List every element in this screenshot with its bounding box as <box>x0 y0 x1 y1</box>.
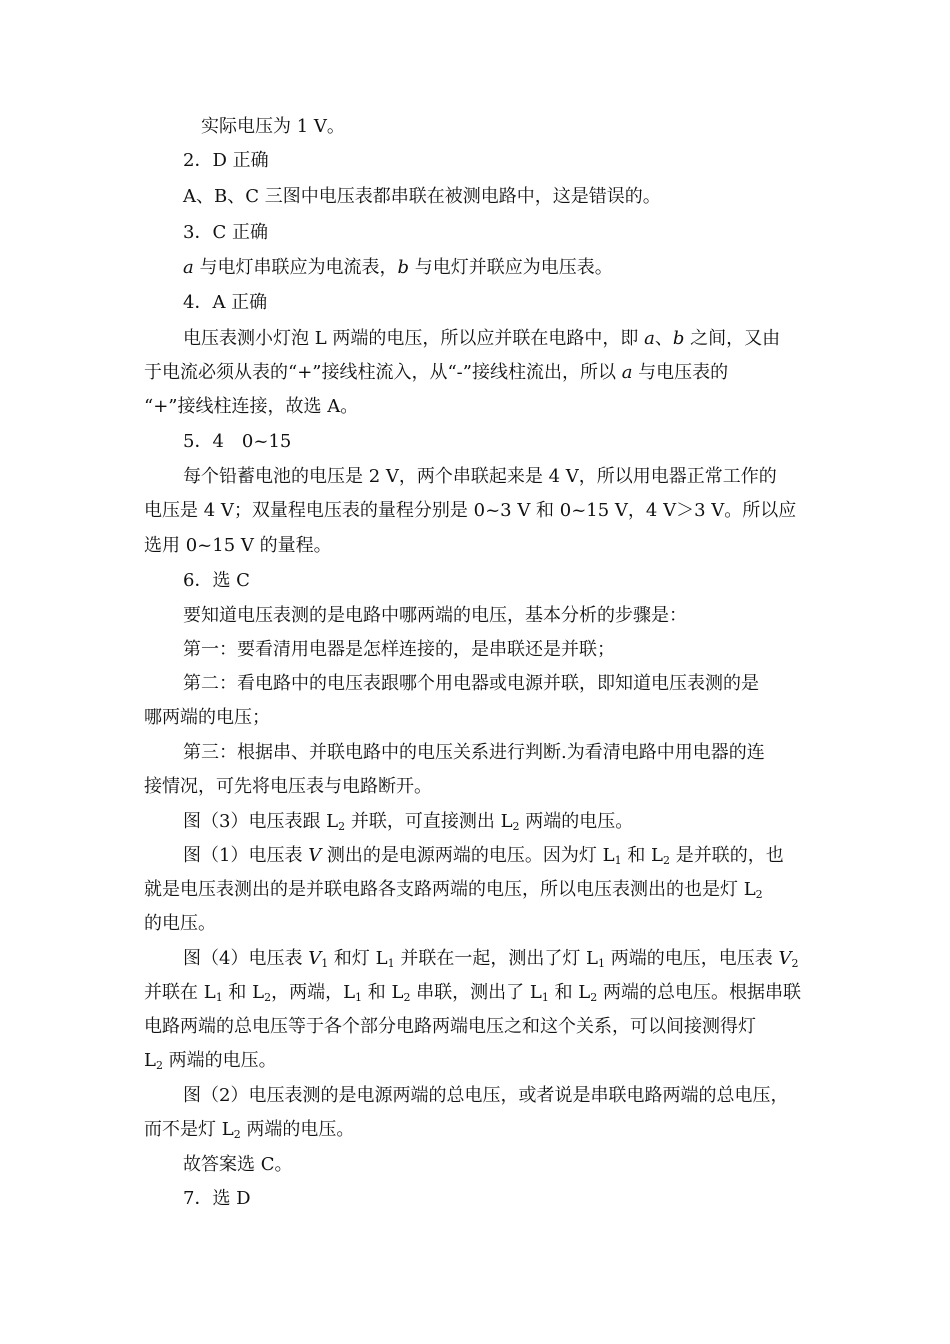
text-line: 电路两端的总电压等于各个部分电路两端电压之和这个关系，可以间接测得灯 <box>144 1016 756 1037</box>
text-line: 要知道电压表测的是电路中哪两端的电压，基本分析的步骤是： <box>183 605 687 626</box>
text-line: 就是电压表测出的是并联电路各支路两端的电压，所以电压表测出的也是灯 $L_2$ <box>144 879 763 901</box>
text-line: “+”接线柱连接，故选 A。 <box>144 396 359 417</box>
answer-heading: 4．A 正确 <box>183 292 268 313</box>
text-line: 实际电压为 1 V。 <box>201 116 345 137</box>
answer-heading: 5．4 0~15 <box>183 431 292 452</box>
text-line: 而不是灯 $L_2$ 两端的电压。 <box>144 1119 355 1141</box>
answer-heading: 3．C 正确 <box>183 222 268 243</box>
text-line: 选用 0~15 V 的量程。 <box>144 535 332 556</box>
text-line: A、B、C 三图中电压表都串联在被测电路中，这是错误的。 <box>183 186 661 207</box>
text-line: 图（2）电压表测的是电源两端的总电压，或者说是串联电路两端的总电压， <box>183 1085 789 1106</box>
text-line: 每个铅蓄电池的电压是 2 V，两个串联起来是 4 V，所以用电器正常工作的 <box>183 466 777 487</box>
text-line: 电压是 4 V；双量程电压表的量程分别是 0~3 V 和 0~15 V，4 V＞3 V。所以应 <box>144 500 797 521</box>
text-line: 故答案选 C。 <box>183 1154 293 1175</box>
answer-heading: 7．选 D <box>183 1188 251 1209</box>
text-line: 电压表测小灯泡 L 两端的电压，所以应并联在电路中，即 a、b 之间，又由 <box>183 328 781 349</box>
text-line: a 与电灯串联应为电流表，b 与电灯并联应为电压表。 <box>183 257 613 278</box>
text-line: 图（4）电压表 $V_1$ 和灯 $L_1$ 并联在一起，测出了灯 $L_1$ 两端的电压，电压表 $V_2$ <box>183 948 799 970</box>
text-line: 第一：要看清用电器是怎样连接的，是串联还是并联； <box>183 639 615 660</box>
text-line: 第三：根据串、并联电路中的电压关系进行判断.为看清电路中用电器的连 <box>183 742 765 763</box>
text-line: 接情况，可先将电压表与电路断开。 <box>144 776 432 797</box>
text-line: 并联在 $L_1$ 和 $L_2$，两端，$L_1$ 和 $L_2$ 串联，测出了 $L_1$ 和 $L_2$ 两端的总电压。根据串联 <box>144 982 801 1004</box>
answer-heading: 6．选 C <box>183 570 250 591</box>
text-line: 图（3）电压表跟 $L_2$ 并联，可直接测出 $L_2$ 两端的电压。 <box>183 811 634 833</box>
text-line: 的电压。 <box>144 913 216 934</box>
text-line: 图（1）电压表 V 测出的是电源两端的电压。因为灯 $L_1$ 和 $L_2$ 是并联的，也 <box>183 845 784 867</box>
answer-heading: 2．D 正确 <box>183 150 269 171</box>
text-line: $L_2$ 两端的电压。 <box>144 1050 277 1072</box>
text-line: 于电流必须从表的“+”接线柱流入，从“-”接线柱流出，所以 a 与电压表的 <box>144 362 729 383</box>
text-line: 第二：看电路中的电压表跟哪个用电器或电源并联，即知道电压表测的是 <box>183 673 759 694</box>
text-line: 哪两端的电压； <box>144 707 270 728</box>
